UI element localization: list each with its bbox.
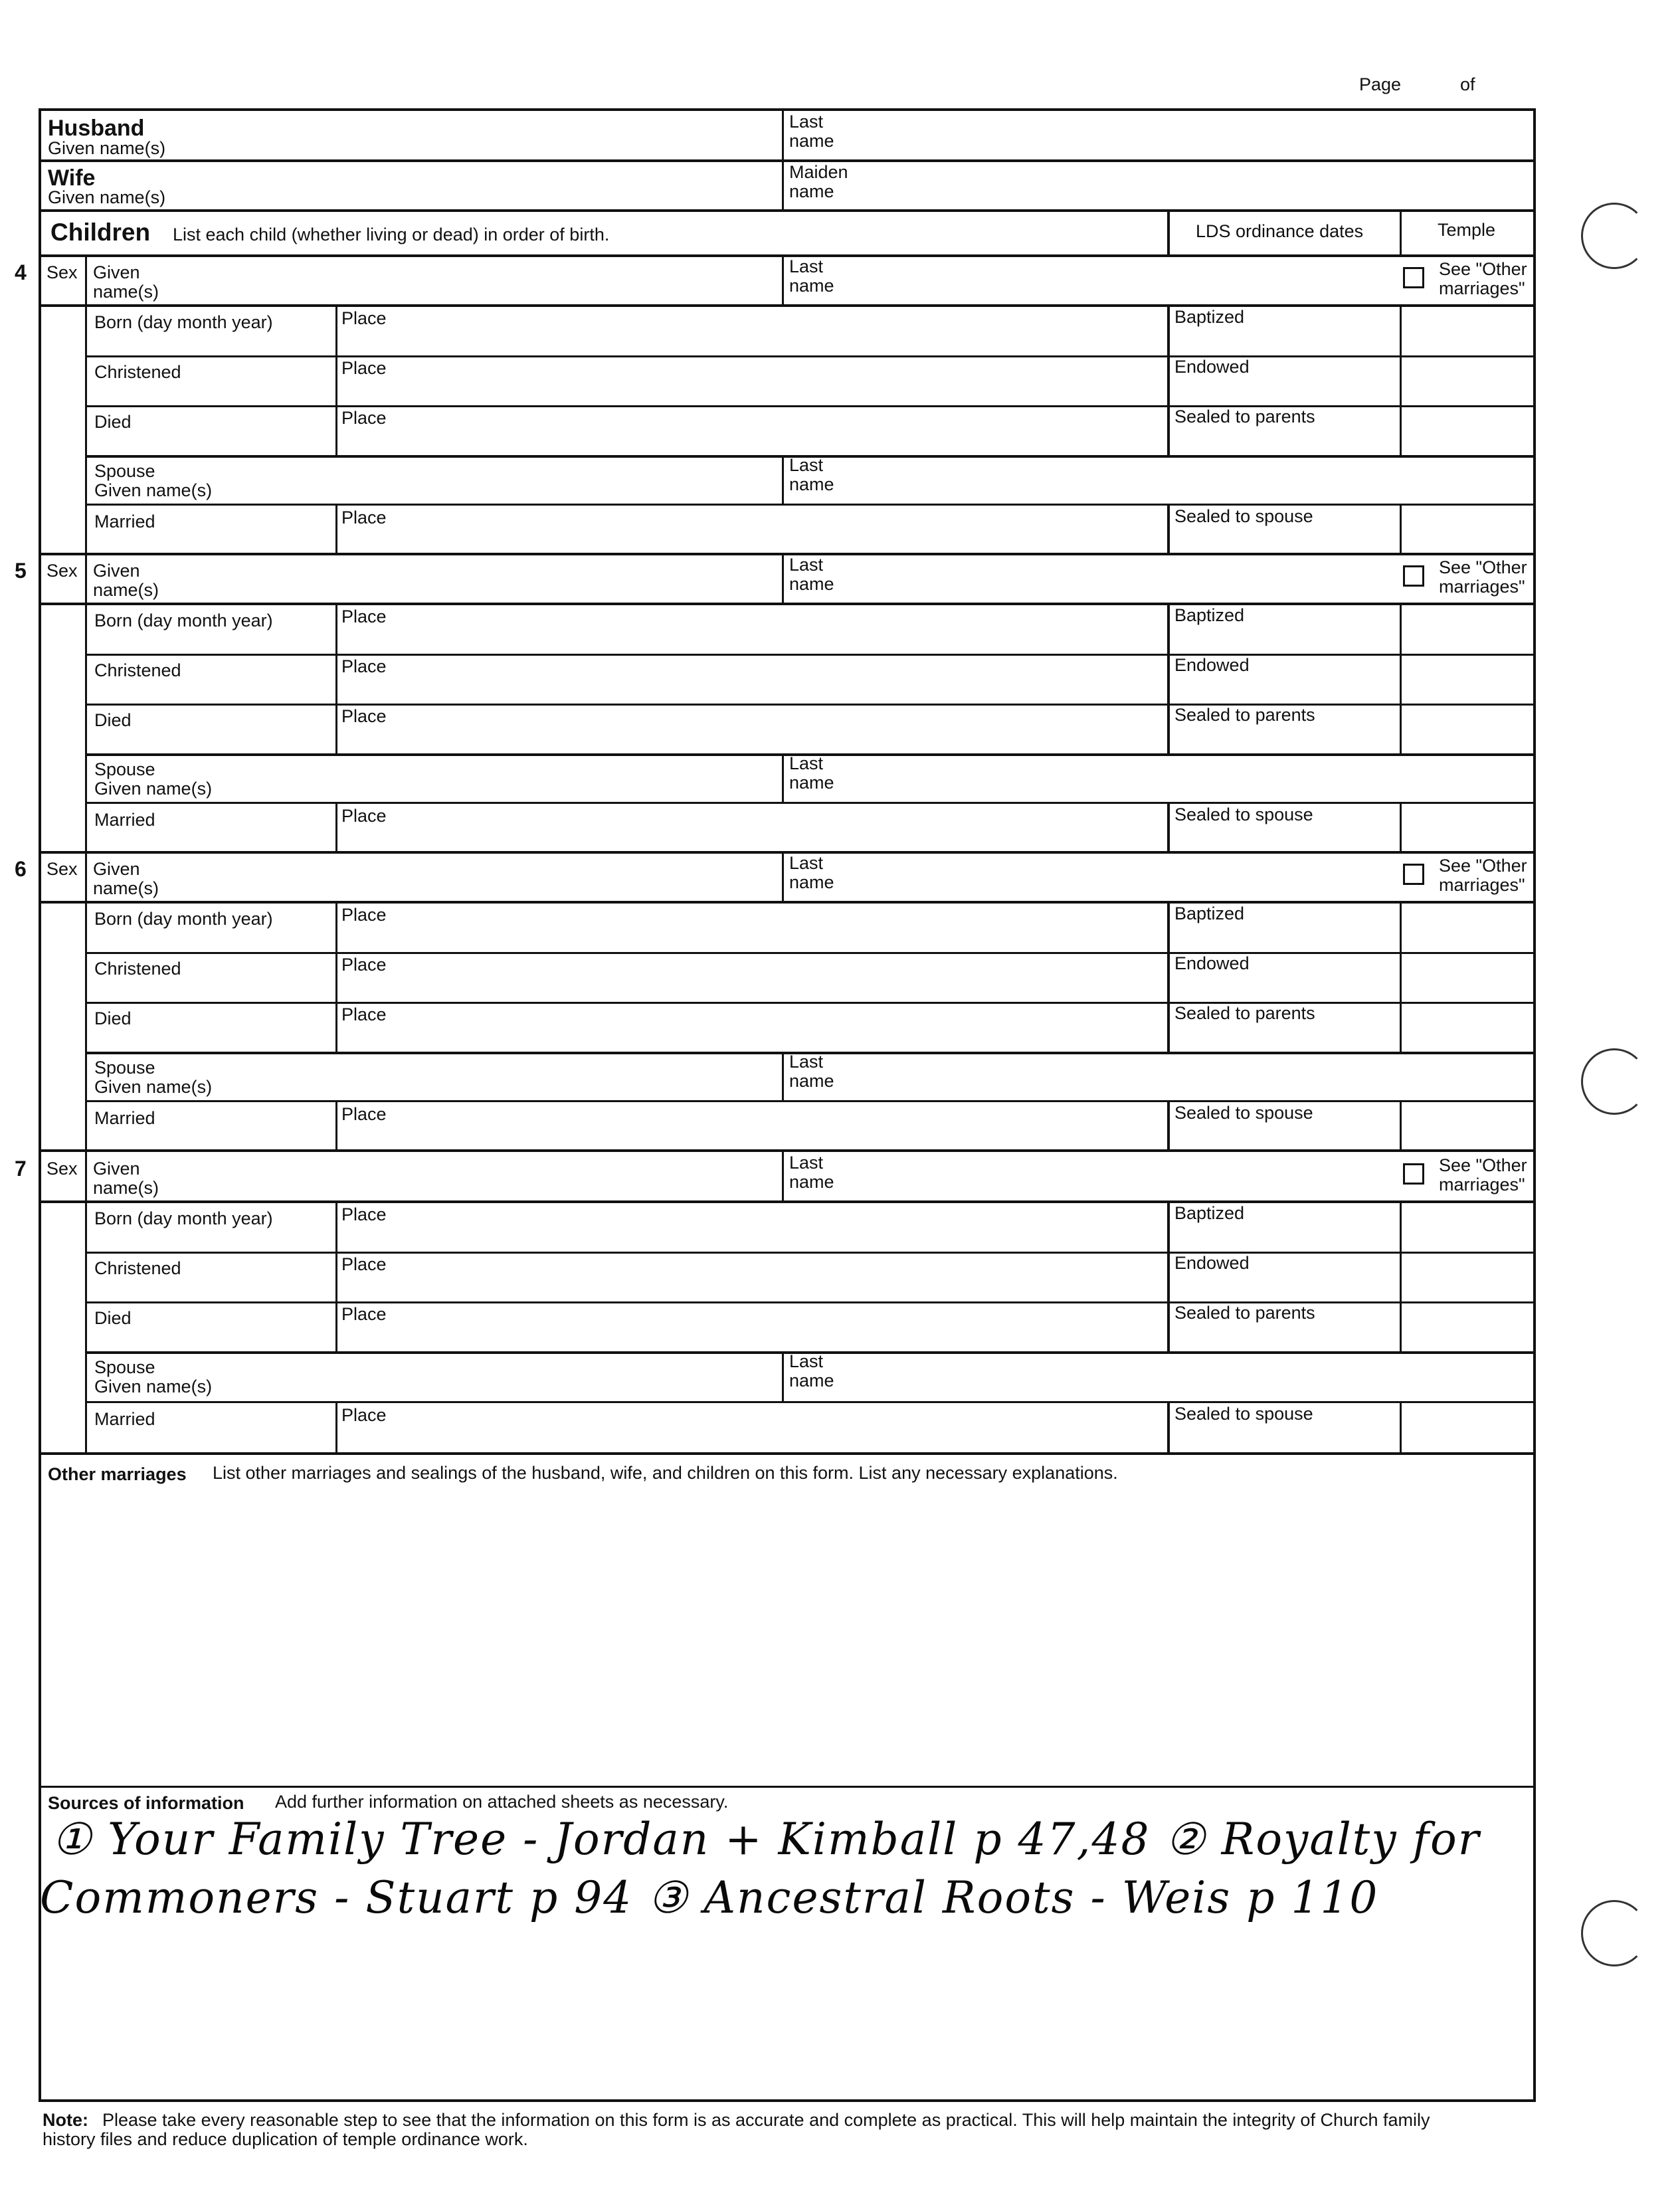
place-label: Place (341, 1254, 387, 1274)
died-label: Died (94, 412, 132, 432)
spouse-label-1: Spouse (94, 1357, 155, 1377)
spouse-last-divider (782, 755, 784, 803)
place-divider (335, 505, 337, 553)
given-label-2: name(s) (93, 878, 159, 898)
place-label: Place (341, 706, 387, 726)
last-divider (782, 554, 784, 603)
binder-hole-top (1581, 203, 1647, 269)
spouse-last-label-1: Last (789, 1052, 824, 1072)
of-label: of (1460, 74, 1475, 94)
other-marriages-title: Other marriages (48, 1464, 187, 1484)
see-other-label-2: marriages" (1439, 875, 1525, 895)
place-label: Place (341, 1204, 387, 1224)
last-label-2: name (789, 872, 834, 892)
place-label: Place (341, 1405, 387, 1425)
row-rule (86, 1002, 1536, 1004)
children-instruction: List each child (whether living or dead) in order of birth. (173, 225, 610, 244)
born-label: Born (day month year) (94, 312, 273, 332)
sealed-spouse-label: Sealed to spouse (1174, 506, 1313, 526)
sex-label: Sex (47, 1159, 78, 1179)
last-label-1: Last (789, 853, 824, 873)
note-title: Note: (43, 2110, 88, 2130)
last-divider (782, 852, 784, 902)
baptized-label: Baptized (1174, 307, 1245, 327)
wife-maiden-field[interactable] (877, 163, 1528, 207)
place-divider (335, 1402, 337, 1453)
see-other-label-1: See "Other (1439, 1155, 1527, 1175)
row-rule (39, 1200, 1536, 1203)
ordinance-divider (1167, 306, 1170, 457)
lds-divider (1167, 211, 1170, 256)
row-rule (86, 802, 1536, 804)
temple-header: Temple (1438, 220, 1496, 240)
child-number: 5 (15, 559, 27, 583)
last-divider (782, 256, 784, 305)
row-rule (86, 405, 1536, 407)
christened-label: Christened (94, 660, 181, 680)
sealed-parents-label: Sealed to parents (1174, 1303, 1315, 1323)
binder-hole-bottom (1581, 1900, 1647, 1966)
sex-divider (85, 852, 87, 902)
last-label-1: Last (789, 1153, 824, 1173)
endowed-label: Endowed (1174, 953, 1250, 973)
place-divider (335, 902, 337, 1054)
spouse-last-label-1: Last (789, 753, 824, 773)
sources-instruction: Add further information on attached sheets as necessary. (275, 1792, 729, 1812)
row-rule (39, 304, 1536, 307)
sealed-spouse-label: Sealed to spouse (1174, 805, 1313, 824)
see-other-label-2: marriages" (1439, 278, 1525, 298)
temple-divider (1400, 1402, 1402, 1453)
temple-divider (1400, 604, 1402, 755)
left-margin-line (85, 604, 87, 852)
died-label: Died (94, 1008, 132, 1028)
married-label: Married (94, 1108, 155, 1128)
wife-maiden-label-1: Maiden (789, 162, 848, 182)
sources-handwritten-line-2: Commoners - Stuart p 94 ③ Ancestral Roots - Weis p 110 (40, 1872, 1379, 1923)
sex-divider (85, 256, 87, 305)
place-divider (335, 1202, 337, 1353)
sealed-parents-label: Sealed to parents (1174, 705, 1315, 725)
born-label: Born (day month year) (94, 909, 273, 929)
note-text-2: history files and reduce duplication of temple ordinance work. (43, 2129, 528, 2149)
ordinance-divider (1167, 803, 1170, 852)
spouse-label-1: Spouse (94, 461, 155, 481)
other-marriages-checkbox[interactable] (1403, 1163, 1424, 1185)
row-rule (86, 704, 1536, 706)
left-margin-line (85, 1202, 87, 1453)
left-margin-line (85, 902, 87, 1150)
last-label-2: name (789, 574, 834, 594)
ordinance-divider (1167, 604, 1170, 755)
last-divider (782, 1152, 784, 1201)
place-label: Place (341, 508, 387, 527)
place-label: Place (341, 905, 387, 925)
husband-given-label: Given name(s) (48, 138, 166, 158)
ordinance-divider (1167, 1202, 1170, 1353)
died-label: Died (94, 710, 132, 730)
place-label: Place (341, 656, 387, 676)
spouse-last-label-2: name (789, 1071, 834, 1091)
place-label: Place (341, 1004, 387, 1024)
last-label-2: name (789, 1172, 834, 1192)
child-number: 6 (15, 857, 27, 881)
husband-bottom-rule (39, 159, 1536, 162)
spouse-label-2: Given name(s) (94, 1077, 213, 1097)
spouse-last-divider (782, 1353, 784, 1402)
child-number: 7 (15, 1157, 27, 1181)
given-label-2: name(s) (93, 282, 159, 302)
other-marriages-instruction: List other marriages and sealings of the husband, wife, and children on this form. List any necessary explanations. (213, 1463, 1118, 1483)
row-rule (86, 1401, 1536, 1403)
temple-divider (1400, 1101, 1402, 1150)
place-label: Place (341, 1104, 387, 1124)
ordinance-divider (1167, 1101, 1170, 1150)
row-rule (86, 952, 1536, 954)
spouse-label-2: Given name(s) (94, 1377, 213, 1396)
place-label: Place (341, 408, 387, 428)
given-label-1: Given (93, 859, 140, 879)
place-label: Place (341, 806, 387, 826)
row-rule (86, 1301, 1536, 1303)
place-label: Place (341, 607, 387, 626)
husband-title: Husband (48, 116, 145, 141)
wife-bottom-rule (39, 209, 1536, 212)
spouse-label-1: Spouse (94, 759, 155, 779)
christened-label: Christened (94, 362, 181, 382)
spouse-last-divider (782, 457, 784, 505)
endowed-label: Endowed (1174, 357, 1250, 377)
sealed-parents-label: Sealed to parents (1174, 1003, 1315, 1023)
note-text-1: Please take every reasonable step to see that the information on this form is as accurate and complete as practical. This will help maintain the integrity of Church family (102, 2110, 1430, 2130)
other-marriages-checkbox[interactable] (1403, 864, 1424, 885)
husband-last-field[interactable] (877, 112, 1528, 158)
spouse-label-2: Given name(s) (94, 480, 213, 500)
place-label: Place (341, 1304, 387, 1324)
sex-divider (85, 1152, 87, 1201)
place-divider (335, 604, 337, 755)
husband-last-label-1: Last (789, 112, 824, 132)
row-rule (86, 654, 1536, 656)
sources-field[interactable] (47, 1814, 1528, 2093)
row-rule (39, 901, 1536, 904)
given-label-1: Given (93, 561, 140, 581)
married-label: Married (94, 1409, 155, 1429)
other-marriages-checkbox[interactable] (1403, 565, 1424, 587)
sealed-parents-label: Sealed to parents (1174, 407, 1315, 427)
row-rule (86, 1252, 1536, 1254)
children-title: Children (50, 219, 151, 246)
sex-divider (85, 554, 87, 603)
other-marriages-checkbox[interactable] (1403, 267, 1424, 288)
sealed-spouse-label: Sealed to spouse (1174, 1404, 1313, 1424)
spouse-label-2: Given name(s) (94, 779, 213, 799)
other-marriages-bottom-rule (39, 1786, 1536, 1788)
baptized-label: Baptized (1174, 1203, 1245, 1223)
wife-title: Wife (48, 165, 96, 191)
wife-given-label: Given name(s) (48, 187, 166, 207)
endowed-label: Endowed (1174, 655, 1250, 675)
endowed-label: Endowed (1174, 1253, 1250, 1273)
sex-label: Sex (47, 561, 78, 581)
block-bottom-rule (39, 1452, 1536, 1455)
sex-label: Sex (47, 262, 78, 282)
spouse-last-label-2: name (789, 773, 834, 793)
child-number: 4 (15, 260, 27, 284)
baptized-label: Baptized (1174, 605, 1245, 625)
lds-ordinance-header: LDS ordinance dates (1196, 221, 1364, 241)
place-divider (335, 306, 337, 457)
temple-divider (1400, 306, 1402, 457)
given-label-2: name(s) (93, 580, 159, 600)
christened-label: Christened (94, 959, 181, 979)
row-rule (86, 355, 1536, 357)
temple-divider (1400, 1202, 1402, 1353)
see-other-label-1: See "Other (1439, 259, 1527, 279)
ordinance-divider (1167, 1402, 1170, 1453)
place-divider (335, 1101, 337, 1150)
temple-divider (1400, 211, 1402, 256)
spouse-last-divider (782, 1054, 784, 1101)
last-label-1: Last (789, 256, 824, 276)
spouse-label-1: Spouse (94, 1058, 155, 1078)
died-label: Died (94, 1308, 132, 1328)
temple-divider (1400, 803, 1402, 852)
sources-title: Sources of information (48, 1793, 244, 1813)
place-label: Place (341, 308, 387, 328)
sealed-spouse-label: Sealed to spouse (1174, 1103, 1313, 1123)
last-label-1: Last (789, 555, 824, 575)
baptized-label: Baptized (1174, 904, 1245, 923)
given-label-2: name(s) (93, 1178, 159, 1198)
row-rule (86, 1100, 1536, 1102)
row-rule (86, 504, 1536, 506)
married-label: Married (94, 512, 155, 531)
wife-maiden-label-2: name (789, 181, 834, 201)
ordinance-divider (1167, 902, 1170, 1054)
block-bottom-rule (39, 851, 1536, 854)
ordinance-divider (1167, 505, 1170, 553)
last-label-2: name (789, 276, 834, 296)
sources-handwritten-line-1: ① Your Family Tree - Jordan + Kimball p 47,48 ② Royalty for (52, 1814, 1481, 1865)
born-label: Born (day month year) (94, 1208, 273, 1228)
christened-label: Christened (94, 1258, 181, 1278)
place-label: Place (341, 358, 387, 378)
spouse-last-label-1: Last (789, 455, 824, 475)
children-header-rule (39, 254, 1536, 257)
temple-divider (1400, 902, 1402, 1054)
married-label: Married (94, 810, 155, 830)
spouse-last-label-2: name (789, 474, 834, 494)
left-margin-line (85, 306, 87, 553)
sex-label: Sex (47, 859, 78, 879)
wife-given-field[interactable] (279, 163, 777, 207)
see-other-label-2: marriages" (1439, 1175, 1525, 1194)
other-marriages-field[interactable] (47, 1491, 1528, 1784)
given-label-1: Given (93, 1159, 140, 1179)
born-label: Born (day month year) (94, 611, 273, 630)
place-divider (335, 803, 337, 852)
binder-hole-middle (1581, 1048, 1647, 1115)
block-bottom-rule (39, 1149, 1536, 1152)
temple-divider (1400, 505, 1402, 553)
block-bottom-rule (39, 553, 1536, 555)
given-label-1: Given (93, 262, 140, 282)
place-label: Place (341, 955, 387, 975)
husband-last-label-2: name (789, 131, 834, 151)
row-rule (39, 603, 1536, 605)
spouse-last-label-2: name (789, 1371, 834, 1390)
spouse-last-label-1: Last (789, 1351, 824, 1371)
see-other-label-1: See "Other (1439, 557, 1527, 577)
couple-divider (782, 108, 784, 210)
see-other-label-1: See "Other (1439, 856, 1527, 876)
page-label: Page (1359, 74, 1402, 94)
see-other-label-2: marriages" (1439, 577, 1525, 597)
